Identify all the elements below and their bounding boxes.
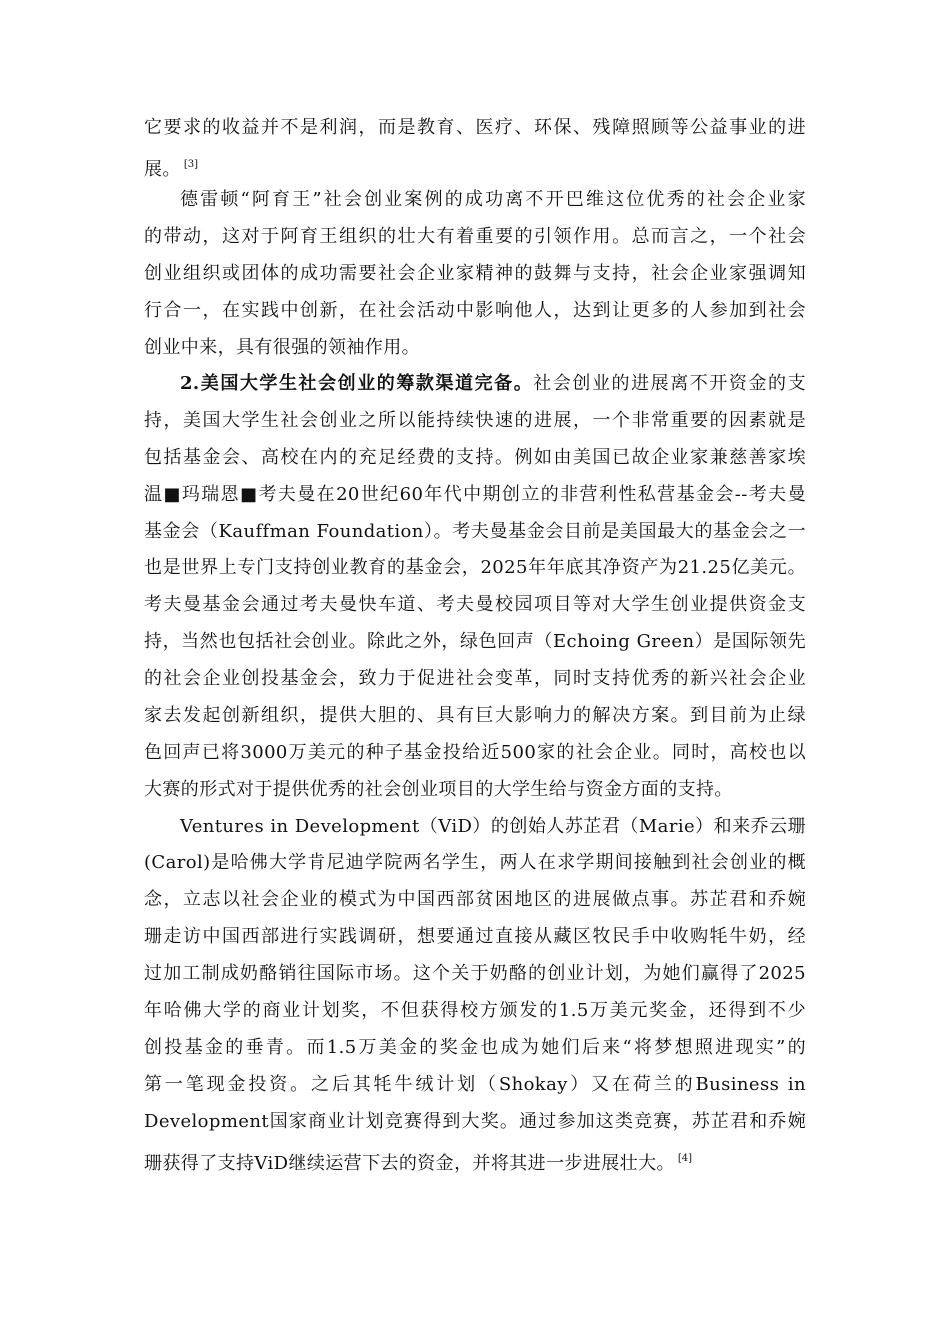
- text-line: Ventures in Development（ViD）的创始人苏芷君（Marie）和来乔云珊: [180, 816, 806, 837]
- text-line: 第一笔现金投资。之后其牦牛绒计划（Shokay）又在荷兰的Business in: [144, 1074, 806, 1095]
- text-line: 持，美国大学生社会创业之所以能持续快速的进展，一个非常重要的因素就是: [144, 410, 806, 431]
- text-line: 德雷顿“阿育王”社会创业案例的成功离不开巴维这位优秀的社会企业家: [180, 189, 806, 210]
- text-line: 大赛的形式对于提供优秀的社会创业项目的大学生给与资金方面的支持。: [144, 779, 733, 800]
- text-span: 展。: [144, 159, 181, 180]
- text-line: 年哈佛大学的商业计划奖，不但获得校方颁发的1.5万美元奖金，还得到不少: [144, 1000, 806, 1021]
- text-line: 创投基金的垂青。而1.5万美金的奖金也成为她们后来“将梦想照进现实”的: [144, 1037, 806, 1058]
- text-line: [144, 150, 198, 180]
- text-line: 的社会企业创投基金会，致力于促进社会变革，同时支持优秀的新兴社会企业: [144, 668, 806, 689]
- text-line: 的带动，这对于阿育王组织的壮大有着重要的引领作用。总而言之，一个社会: [144, 226, 806, 247]
- text-line: [180, 369, 806, 399]
- citation-ref: [4]: [677, 1153, 693, 1164]
- text-line: 创业中来，具有很强的领袖作用。: [144, 337, 420, 358]
- text-line: 也是世界上专门支持创业教育的基金会，2025年年底其净资产为21.25亿美元。: [144, 557, 806, 578]
- text-line: 它要求的收益并不是利润，而是教育、医疗、环保、残障照顾等公益事业的进: [144, 117, 806, 138]
- text-line: 包括基金会、高校在内的充足经费的支持。例如由美国已故企业家兼慈善家埃: [144, 447, 806, 468]
- text-line: 行合一，在实践中创新，在社会活动中影响他人，达到让更多的人参加到社会: [144, 300, 806, 321]
- text-line: (Carol)是哈佛大学肯尼迪学院两名学生，两人在求学期间接触到社会创业的概: [144, 852, 806, 873]
- text-line: 念，立志以社会企业的模式为中国西部贫困地区的进展做点事。苏芷君和乔婉: [144, 889, 806, 910]
- text-line: 基金会（Kauffman Foundation）。考夫曼基金会目前是美国最大的基金会之一: [144, 521, 806, 542]
- text-span: 社会创业的进展离不开资金的支: [533, 373, 806, 394]
- text-line: 温■玛瑞恩■考夫曼在20世纪60年代中期创立的非营利性私营基金会--考夫曼: [144, 484, 806, 505]
- text-line: Development国家商业计划竞赛得到大奖。通过参加这类竞赛，苏芷君和乔婉: [144, 1111, 806, 1132]
- text-line: [144, 1144, 692, 1174]
- text-line: 过加工制成奶酪销往国际市场。这个关于奶酪的创业计划，为她们赢得了2025: [144, 963, 806, 984]
- text-line: 珊走访中国西部进行实践调研，想要通过直接从藏区牧民手中收购牦牛奶，经: [144, 926, 806, 947]
- text-line: 持，当然也包括社会创业。除此之外，绿色回声（Echoing Green）是国际领先: [144, 631, 806, 652]
- text-span: 珊获得了支持ViD继续运营下去的资金，并将其进一步进展壮大。: [144, 1153, 675, 1174]
- citation-ref: [3]: [183, 159, 198, 170]
- text-line: 家去发起创新组织，提供大胆的、具有巨大影响力的解决方案。到目前为止绿: [144, 705, 806, 726]
- text-line: 创业组织或团体的成功需要社会企业家精神的鼓舞与支持，社会企业家强调知: [144, 263, 806, 284]
- section-heading: 2.美国大学生社会创业的筹款渠道完备。: [180, 373, 534, 394]
- text-line: 色回声已将3000万美元的种子基金投给近500家的社会企业。同时，高校也以: [144, 742, 806, 763]
- text-line: 考夫曼基金会通过考夫曼快车道、考夫曼校园项目等对大学生创业提供资金支: [144, 594, 806, 615]
